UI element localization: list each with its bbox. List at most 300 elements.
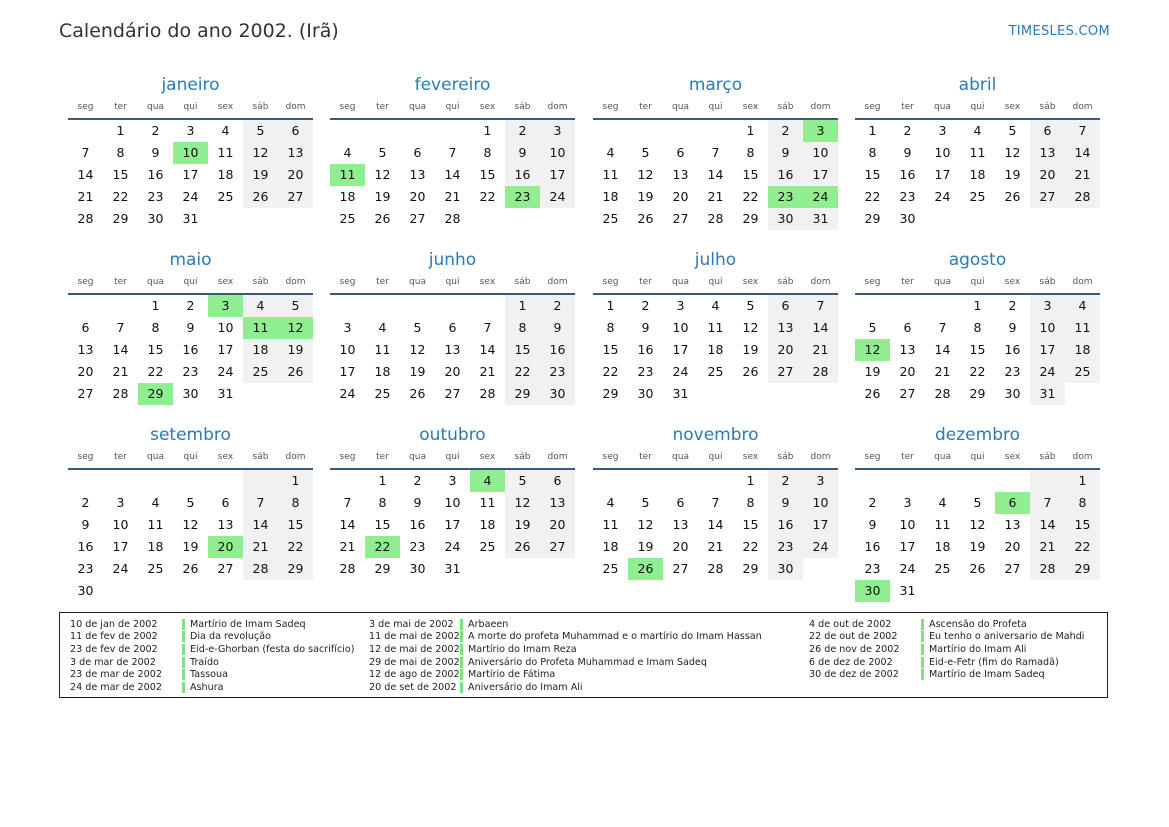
day-cell: 15 <box>742 167 759 182</box>
day-cell: 21 <box>112 364 129 379</box>
day-cell: 7 <box>711 495 720 510</box>
empty-cell <box>960 470 995 492</box>
day-cell: 20 <box>208 536 243 558</box>
day-cell: 7 <box>1030 492 1065 514</box>
weekday-label: sex <box>1004 102 1021 112</box>
day-cell: 12 <box>243 142 278 164</box>
holiday-name: Ashura <box>190 681 224 693</box>
day-cell: 5 <box>641 495 650 510</box>
weekday-label: dom <box>285 452 306 462</box>
weekday-header <box>330 100 575 120</box>
day-cell: 18 <box>602 189 619 204</box>
holiday-name: Ascensão do Profeta <box>929 618 1027 630</box>
empty-cell <box>505 558 540 580</box>
empty-cell <box>330 470 365 492</box>
day-cell: 9 <box>151 145 160 160</box>
day-cell: 25 <box>217 189 234 204</box>
holiday-name: Martírio do Imam Ali <box>929 643 1027 655</box>
holiday-date: 12 de ago de 2002 <box>369 669 460 681</box>
day-cell: 4 <box>151 495 160 510</box>
weekday-label: sex <box>479 102 496 112</box>
day-cell: 2 <box>641 298 650 313</box>
empty-cell <box>208 208 243 230</box>
day-cell: 1 <box>278 470 313 492</box>
holiday-name: Martírio do Imam Reza <box>468 643 577 655</box>
month-5 <box>68 249 313 405</box>
weekday-label: qui <box>970 102 985 112</box>
day-cell: 5 <box>186 495 195 510</box>
holiday-marker <box>921 631 924 642</box>
day-cell: 10 <box>540 142 575 164</box>
day-cell: 9 <box>768 492 803 514</box>
weekday-header <box>68 450 313 470</box>
day-cell: 19 <box>864 364 881 379</box>
day-cell: 21 <box>1065 164 1100 186</box>
weekday-label: dom <box>1072 277 1093 287</box>
day-cell: 1 <box>151 298 160 313</box>
day-cell: 19 <box>637 189 654 204</box>
weekday-label: ter <box>639 277 652 287</box>
weekday-label: seg <box>77 452 94 462</box>
day-cell: 28 <box>243 558 278 580</box>
holiday-name: Aniversário do Profeta Muhammad e Imam Sadeq <box>468 656 707 668</box>
day-cell: 28 <box>444 211 461 226</box>
day-cell: 10 <box>672 320 689 335</box>
day-cell: 22 <box>969 364 986 379</box>
day-cell: 29 <box>602 386 619 401</box>
day-cell: 1 <box>746 473 755 488</box>
day-cell: 4 <box>606 145 615 160</box>
day-cell: 4 <box>1065 295 1100 317</box>
day-cell: 12 <box>1004 145 1021 160</box>
day-cell: 18 <box>217 167 234 182</box>
day-cell: 24 <box>803 186 838 208</box>
day-cell: 20 <box>672 189 689 204</box>
day-cell: 5 <box>243 120 278 142</box>
day-cell: 1 <box>116 123 125 138</box>
day-cell: 21 <box>339 539 356 554</box>
day-cell: 21 <box>243 536 278 558</box>
day-cell: 16 <box>864 539 881 554</box>
day-cell: 17 <box>803 164 838 186</box>
holiday-marker <box>182 631 185 642</box>
empty-cell <box>855 295 890 317</box>
day-cell: 19 <box>742 342 759 357</box>
month-name: junho <box>428 250 477 270</box>
day-cell: 21 <box>479 364 496 379</box>
day-cell: 19 <box>243 164 278 186</box>
holiday-date: 26 de nov de 2002 <box>809 643 900 655</box>
holiday-name: Tassoua <box>190 669 228 681</box>
empty-cell <box>733 383 768 405</box>
site-link[interactable]: TIMESLES.COM <box>1008 24 1110 39</box>
weekday-label: qui <box>445 277 460 287</box>
weekday-label: seg <box>602 277 619 287</box>
day-cell: 20 <box>77 364 94 379</box>
weekday-label: dom <box>285 102 306 112</box>
empty-cell <box>855 470 890 492</box>
day-cell: 31 <box>899 583 916 598</box>
holiday-date: 11 de mai de 2002 <box>369 631 460 643</box>
day-cell: 1 <box>606 298 615 313</box>
day-cell: 3 <box>343 320 352 335</box>
weekday-header <box>593 100 838 120</box>
weekday-header <box>68 100 313 120</box>
day-cell: 30 <box>540 383 575 405</box>
weekday-header <box>593 275 838 295</box>
day-cell: 31 <box>1030 383 1065 405</box>
day-cell: 4 <box>343 145 352 160</box>
month-name: setembro <box>150 425 231 445</box>
day-cell: 24 <box>934 189 951 204</box>
day-cell: 24 <box>182 189 199 204</box>
day-cell: 15 <box>505 339 540 361</box>
day-cell: 30 <box>768 558 803 580</box>
day-cell: 5 <box>641 145 650 160</box>
month-days <box>68 120 313 230</box>
weekday-label: sáb <box>252 277 269 287</box>
weekday-label: qua <box>934 102 951 112</box>
month-name: janeiro <box>161 75 220 95</box>
day-cell: 23 <box>540 361 575 383</box>
day-cell: 4 <box>606 495 615 510</box>
weekday-label: seg <box>864 277 881 287</box>
weekday-label: sáb <box>514 102 531 112</box>
day-cell: 9 <box>641 320 650 335</box>
day-cell: 30 <box>409 561 426 576</box>
day-cell: 15 <box>278 514 313 536</box>
day-cell: 6 <box>1030 120 1065 142</box>
day-cell: 16 <box>637 342 654 357</box>
day-cell: 14 <box>803 317 838 339</box>
empty-cell <box>1030 208 1065 230</box>
holiday-marker <box>460 644 463 655</box>
weekday-label: seg <box>339 277 356 287</box>
day-cell: 21 <box>444 189 461 204</box>
weekday-label: qui <box>708 102 723 112</box>
day-cell: 30 <box>182 386 199 401</box>
day-cell: 31 <box>672 386 689 401</box>
day-cell: 8 <box>505 317 540 339</box>
holiday-marker <box>182 644 185 655</box>
day-cell: 13 <box>217 517 234 532</box>
day-cell: 15 <box>112 167 129 182</box>
weekday-label: qua <box>672 452 689 462</box>
day-cell: 24 <box>444 539 461 554</box>
day-cell: 28 <box>339 561 356 576</box>
day-cell: 25 <box>339 211 356 226</box>
day-cell: 25 <box>147 561 164 576</box>
day-cell: 15 <box>864 167 881 182</box>
day-cell: 10 <box>803 492 838 514</box>
weekday-label: sex <box>1004 277 1021 287</box>
weekday-label: sáb <box>777 277 794 287</box>
day-cell: 14 <box>479 342 496 357</box>
empty-cell <box>400 295 435 317</box>
holiday-marker <box>460 657 463 668</box>
empty-cell <box>925 208 960 230</box>
day-cell: 24 <box>339 386 356 401</box>
weekday-label: sáb <box>514 452 531 462</box>
day-cell: 14 <box>934 342 951 357</box>
day-cell: 11 <box>147 517 164 532</box>
legend-row <box>70 681 355 694</box>
day-cell: 25 <box>969 189 986 204</box>
weekday-label: seg <box>339 102 356 112</box>
day-cell: 17 <box>339 364 356 379</box>
empty-cell <box>243 580 278 602</box>
day-cell: 22 <box>864 189 881 204</box>
day-cell: 10 <box>217 320 234 335</box>
legend-column <box>70 618 355 694</box>
day-cell: 25 <box>934 561 951 576</box>
empty-cell <box>68 120 103 142</box>
day-cell: 22 <box>1065 536 1100 558</box>
day-cell: 6 <box>278 120 313 142</box>
day-cell: 2 <box>151 123 160 138</box>
day-cell: 9 <box>81 517 90 532</box>
weekday-header <box>68 275 313 295</box>
day-cell: 30 <box>855 580 890 602</box>
day-cell: 4 <box>221 123 230 138</box>
empty-cell <box>330 120 365 142</box>
weekday-header <box>855 275 1100 295</box>
legend-row <box>369 618 762 631</box>
day-cell: 5 <box>868 320 877 335</box>
day-cell: 12 <box>409 342 426 357</box>
day-cell: 12 <box>182 517 199 532</box>
day-cell: 29 <box>374 561 391 576</box>
day-cell: 24 <box>217 364 234 379</box>
day-cell: 26 <box>374 211 391 226</box>
day-cell: 31 <box>217 386 234 401</box>
month-10 <box>330 424 575 580</box>
day-cell: 29 <box>742 211 759 226</box>
day-cell: 3 <box>803 120 838 142</box>
weekday-label: qui <box>445 452 460 462</box>
day-cell: 8 <box>606 320 615 335</box>
weekday-label: sex <box>217 102 234 112</box>
empty-cell <box>593 470 628 492</box>
holiday-date: 22 de out de 2002 <box>809 631 898 643</box>
empty-cell <box>208 470 243 492</box>
weekday-label: qui <box>970 277 985 287</box>
weekday-label: ter <box>639 102 652 112</box>
holiday-marker <box>921 657 924 668</box>
day-cell: 7 <box>448 145 457 160</box>
day-cell: 13 <box>444 342 461 357</box>
day-cell: 25 <box>374 386 391 401</box>
day-cell: 1 <box>1065 470 1100 492</box>
weekday-label: dom <box>810 277 831 287</box>
month-name: maio <box>169 250 212 270</box>
legend-row <box>70 668 355 681</box>
day-cell: 27 <box>217 561 234 576</box>
holiday-marker <box>460 631 463 642</box>
day-cell: 4 <box>938 495 947 510</box>
day-cell: 17 <box>182 167 199 182</box>
day-cell: 29 <box>969 386 986 401</box>
weekday-header <box>330 275 575 295</box>
empty-cell <box>103 470 138 492</box>
day-cell: 2 <box>505 120 540 142</box>
weekday-label: seg <box>77 277 94 287</box>
legend-row <box>369 656 762 669</box>
day-cell: 18 <box>707 342 724 357</box>
day-cell: 26 <box>409 386 426 401</box>
day-cell: 17 <box>899 539 916 554</box>
day-cell: 10 <box>112 517 129 532</box>
day-cell: 29 <box>742 561 759 576</box>
legend-row <box>809 643 1084 656</box>
day-cell: 17 <box>672 342 689 357</box>
day-cell: 28 <box>934 386 951 401</box>
day-cell: 26 <box>1004 189 1021 204</box>
empty-cell <box>768 383 803 405</box>
day-cell: 27 <box>540 536 575 558</box>
day-cell: 16 <box>182 342 199 357</box>
day-cell: 19 <box>409 364 426 379</box>
day-cell: 20 <box>1004 539 1021 554</box>
weekday-label: seg <box>864 452 881 462</box>
day-cell: 3 <box>186 123 195 138</box>
day-cell: 23 <box>505 186 540 208</box>
day-cell: 2 <box>81 495 90 510</box>
empty-cell <box>435 295 470 317</box>
day-cell: 19 <box>505 514 540 536</box>
empty-cell <box>68 470 103 492</box>
day-cell: 30 <box>77 583 94 598</box>
day-cell: 15 <box>147 342 164 357</box>
holiday-marker <box>182 682 185 693</box>
day-cell: 22 <box>742 189 759 204</box>
day-cell: 9 <box>903 145 912 160</box>
day-cell: 18 <box>339 189 356 204</box>
month-days <box>855 295 1100 405</box>
day-cell: 7 <box>243 492 278 514</box>
day-cell: 3 <box>803 470 838 492</box>
day-cell: 30 <box>637 386 654 401</box>
empty-cell <box>173 580 208 602</box>
weekday-label: sex <box>1004 452 1021 462</box>
holiday-date: 3 de mar de 2002 <box>70 656 156 668</box>
empty-cell <box>243 383 278 405</box>
day-cell: 18 <box>479 517 496 532</box>
empty-cell <box>278 580 313 602</box>
month-days <box>330 120 575 230</box>
day-cell: 15 <box>1065 514 1100 536</box>
day-cell: 11 <box>1065 317 1100 339</box>
holiday-marker <box>182 619 185 630</box>
day-cell: 16 <box>899 167 916 182</box>
calendar-grid <box>68 74 1102 604</box>
day-cell: 22 <box>147 364 164 379</box>
legend-row <box>809 618 1084 631</box>
day-cell: 15 <box>742 517 759 532</box>
empty-cell <box>278 208 313 230</box>
empty-cell <box>208 580 243 602</box>
legend-row <box>369 681 762 694</box>
day-cell: 20 <box>768 339 803 361</box>
month-days <box>855 470 1100 602</box>
holiday-date: 30 de dez de 2002 <box>809 669 899 681</box>
day-cell: 22 <box>112 189 129 204</box>
empty-cell <box>138 580 173 602</box>
day-cell: 20 <box>540 514 575 536</box>
day-cell: 27 <box>1030 186 1065 208</box>
holiday-name: Eu tenho o aniversario de Mahdi <box>929 631 1085 643</box>
empty-cell <box>995 470 1030 492</box>
day-cell: 26 <box>637 211 654 226</box>
day-cell: 1 <box>868 123 877 138</box>
day-cell: 22 <box>505 361 540 383</box>
empty-cell <box>138 470 173 492</box>
day-cell: 13 <box>1004 517 1021 532</box>
day-cell: 2 <box>768 120 803 142</box>
day-cell: 15 <box>374 517 391 532</box>
month-days <box>68 470 313 602</box>
day-cell: 23 <box>899 189 916 204</box>
holiday-date: 3 de mai de 2002 <box>369 618 454 630</box>
month-days <box>593 295 838 405</box>
day-cell: 4 <box>973 123 982 138</box>
holiday-name: Martírio de Imam Sadeq <box>190 618 306 630</box>
legend-row <box>70 618 355 631</box>
weekday-label: ter <box>376 452 389 462</box>
day-cell: 13 <box>672 167 689 182</box>
day-cell: 5 <box>746 298 755 313</box>
day-cell: 19 <box>637 539 654 554</box>
day-cell: 27 <box>672 561 689 576</box>
day-cell: 18 <box>602 539 619 554</box>
day-cell: 11 <box>969 145 986 160</box>
day-cell: 19 <box>374 189 391 204</box>
holiday-name: Arbaeen <box>468 618 509 630</box>
weekday-label: ter <box>901 102 914 112</box>
day-cell: 5 <box>505 470 540 492</box>
day-cell: 15 <box>479 167 496 182</box>
day-cell: 11 <box>330 164 365 186</box>
month-name: novembro <box>672 425 759 445</box>
day-cell: 12 <box>278 317 313 339</box>
day-cell: 27 <box>409 211 426 226</box>
day-cell: 24 <box>899 561 916 576</box>
day-cell: 5 <box>278 295 313 317</box>
empty-cell <box>540 208 575 230</box>
day-cell: 28 <box>1030 558 1065 580</box>
weekday-label: qua <box>934 452 951 462</box>
day-cell: 14 <box>707 167 724 182</box>
day-cell: 2 <box>413 473 422 488</box>
day-cell: 23 <box>77 561 94 576</box>
empty-cell <box>470 295 505 317</box>
day-cell: 31 <box>444 561 461 576</box>
day-cell: 8 <box>151 320 160 335</box>
legend-row <box>809 631 1084 644</box>
month-name: abril <box>958 75 997 95</box>
empty-cell <box>803 558 838 580</box>
day-cell: 13 <box>278 142 313 164</box>
weekday-label: qua <box>147 102 164 112</box>
month-1 <box>68 74 313 230</box>
empty-cell <box>890 470 925 492</box>
day-cell: 18 <box>374 364 391 379</box>
day-cell: 30 <box>768 208 803 230</box>
empty-cell <box>1030 470 1065 492</box>
day-cell: 2 <box>903 123 912 138</box>
legend-column <box>809 618 1084 681</box>
day-cell: 14 <box>444 167 461 182</box>
